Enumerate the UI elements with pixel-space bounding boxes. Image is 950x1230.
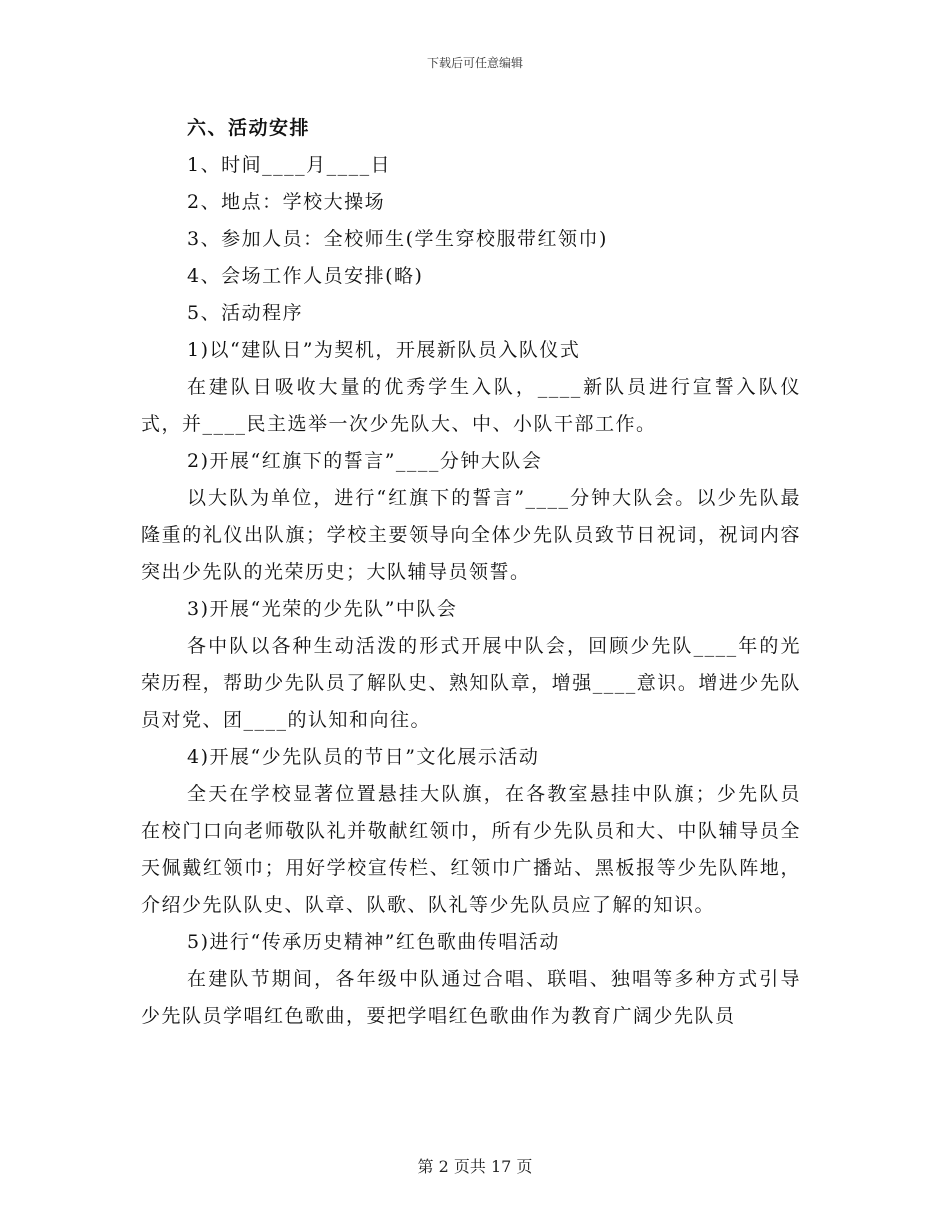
activity-title: 1)以“建队日”为契机，开展新队员入队仪式 (187, 339, 581, 361)
activity-body: 全天在学校显著位置悬挂大队旗，在各教室悬挂中队旗；少先队员在校门口向老师敬队礼并敬献红领巾，所有少先队员和大、中队辅导员全天佩戴红领巾；用好学校宣传栏、红领巾广播站、黑板报等少先队阵地，介绍少先队队史、队章、队歌、队礼等少先队员应了解的知识。 (141, 783, 801, 916)
list-item: 4、会场工作人员安排(略) (187, 265, 424, 287)
document-body (141, 110, 801, 1035)
section-heading: 六、活动安排 (187, 117, 311, 139)
activity-body: 以大队为单位，进行“红旗下的誓言”____分钟大队会。以少先队最隆重的礼仪出队旗；学校主要领导向全体少先队员致节日祝词，祝词内容突出少先队的光荣历史；大队辅导员领誓。 (141, 487, 801, 583)
list-item: 3、参加人员：全校师生(学生穿校服带红领巾) (187, 228, 608, 250)
list-item: 1、时间____月____日 (187, 154, 392, 176)
page-header: 下载后可任意编辑 (426, 56, 523, 70)
page-footer: 第 2 页共 17 页 (417, 1157, 533, 1176)
activity-title: 5)进行“传承历史精神”红色歌曲传唱活动 (187, 931, 560, 953)
activity-body: 在建队日吸收大量的优秀学生入队，____新队员进行宣誓入队仪式，并____民主选举一次少先队大、中、小队干部工作。 (141, 376, 801, 435)
activity-title: 3)开展“光荣的少先队”中队会 (187, 598, 458, 620)
activity-body: 各中队以各种生动活泼的形式开展中队会，回顾少先队____年的光荣历程，帮助少先队员了解队史、熟知队章，增强____意识。增进少先队员对党、团____的认知和向往。 (141, 635, 801, 731)
activity-title: 2)开展“红旗下的誓言”____分钟大队会 (187, 450, 543, 472)
activity-body: 在建队节期间，各年级中队通过合唱、联唱、独唱等多种方式引导少先队员学唱红色歌曲，要把学唱红色歌曲作为教育广阔少先队员 (141, 968, 801, 1027)
list-item: 2、地点：学校大操场 (187, 191, 386, 213)
list-item: 5、活动程序 (187, 302, 304, 324)
activity-title: 4)开展“少先队员的节日”文化展示活动 (187, 746, 540, 768)
